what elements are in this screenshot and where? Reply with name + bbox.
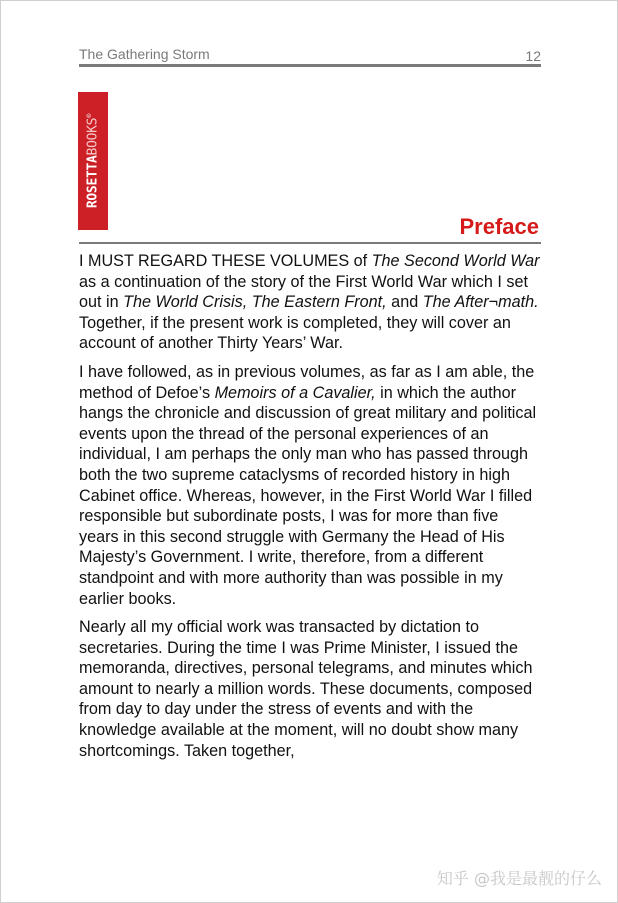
page-number: 12 xyxy=(525,48,541,64)
title-divider xyxy=(79,242,541,244)
logo-wordmark: ROSETTABOOKS® xyxy=(85,113,101,209)
paragraph: Nearly all my official work was transacted by dictation to secretaries. During the time I was Prime Minister, I issued the memoranda, directives, personal telegrams, and minutes which amount to nearly a million words. These documents, composed from day to day under the stress of events and with the knowledge available at the moment, will no doubt show many shortcomings. Taken together, xyxy=(79,618,533,760)
header-divider xyxy=(79,64,541,67)
watermark: 知乎 @我是最靓的仔么 xyxy=(436,869,602,888)
paragraph: I MUST REGARD THESE VOLUMES of The Second World War as a continuation of the story of the First World War which I set out in The World Crisis, The Eastern Front, and The After¬math. Together, if the present work is completed, they will cover an account of another Thirty Years’ War. xyxy=(79,252,540,353)
rosettabooks-logo xyxy=(78,92,108,230)
paragraph: I have followed, as in previous volumes, as far as I am able, the method of Defoe’s Memoirs of a Cavalier, in which the author hangs the chronicle and discussion of great military and political events upon the thread of the personal experiences of an individual, I am perhaps the only man who has passed through both the two supreme cataclysms of recorded history in high Cabinet office. Whereas, however, in the First World War I filled responsible but subordinate posts, I was for more than five years in this second struggle with Germany the Head of His Majesty’s Government. I write, therefore, from a different standpoint and with more authority than was possible in my earlier books. xyxy=(79,362,537,608)
book-title: The Gathering Storm xyxy=(79,46,210,62)
chapter-title: Preface xyxy=(459,214,539,239)
body-text xyxy=(79,251,541,769)
running-header xyxy=(79,46,541,64)
